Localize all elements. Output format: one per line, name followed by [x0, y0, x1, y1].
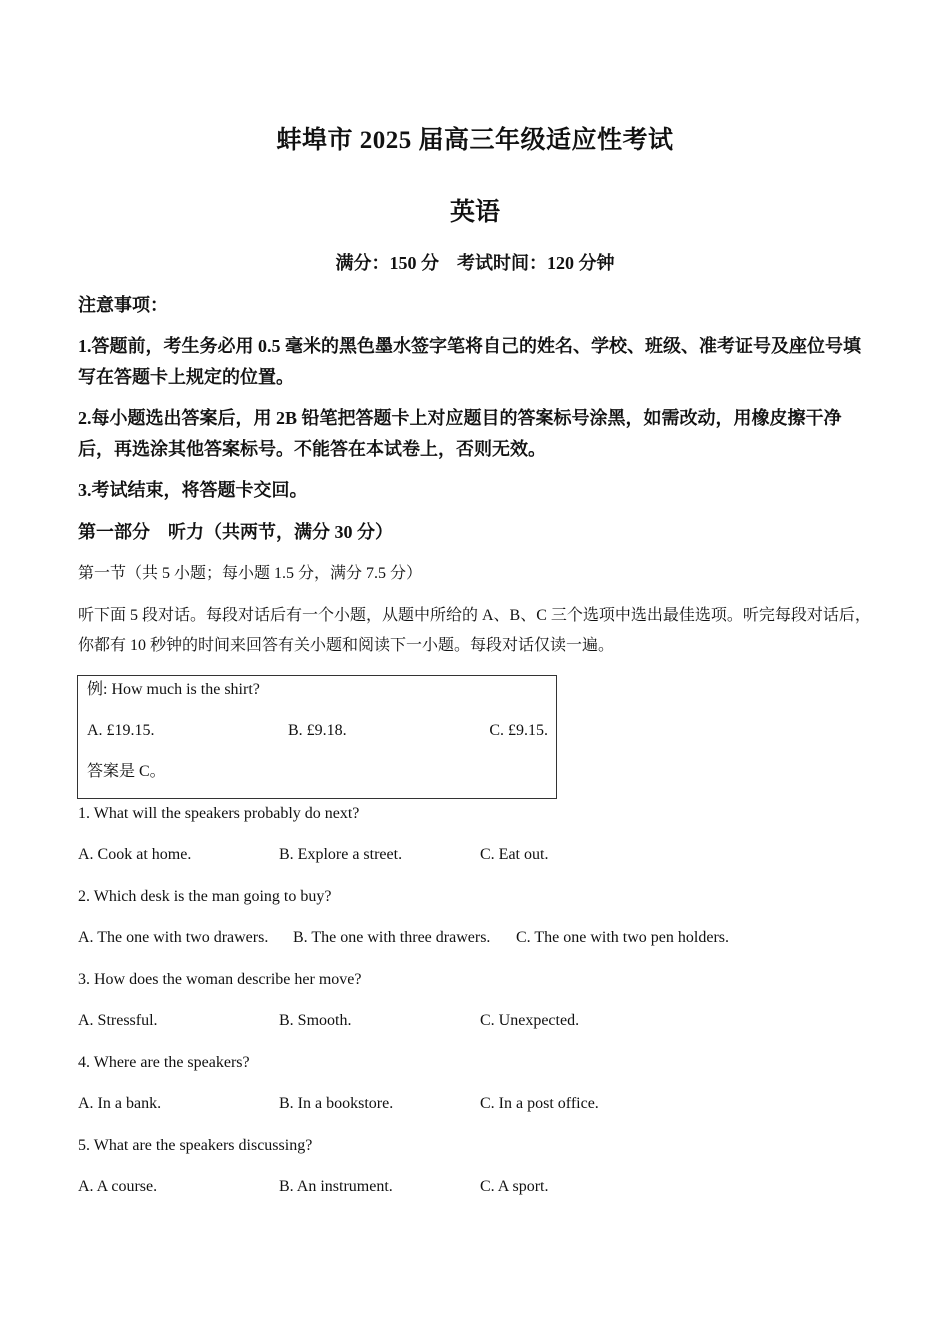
question-2-option-a: A. The one with two drawers. [78, 929, 269, 946]
subject-title: 英语 [449, 199, 500, 226]
example-option-b: B. £9.18. [288, 722, 347, 739]
example-answer: 答案是 C。 [87, 763, 166, 780]
question-1-option-c: C. Eat out. [480, 846, 549, 863]
question-3-option-b: B. Smooth. [279, 1012, 352, 1029]
example-option-a: A. £19.15. [87, 722, 155, 739]
listening-instructions: 听下面 5 段对话。每段对话后有一个小题，从题中所给的 A、B、C 三个选项中选出最佳选项。听完每段对话后，你都有 10 秒钟的时间来回答有关小题和阅读下一小题。每段对话仅读一遍。 [78, 607, 871, 654]
part1-heading: 第一部分 听力（共两节，满分 30 分） [78, 522, 393, 542]
example-question: 例: How much is the shirt? [87, 681, 260, 698]
notice-item-2: 2.每小题选出答案后，用 2B 铅笔把答题卡上对应题目的答案标号涂黑，如需改动，用橡皮擦干净后，再选涂其他答案标号。不能答在本试卷上，否则无效。 [78, 408, 842, 459]
notice-item-3: 3.考试结束，将答题卡交回。 [78, 480, 308, 500]
question-3: 3. How does the woman describe her move? [78, 971, 362, 988]
question-3-option-a: A. Stressful. [78, 1012, 158, 1029]
question-5-option-a: A. A course. [78, 1178, 158, 1195]
question-2: 2. Which desk is the man going to buy? [78, 888, 332, 905]
question-2-option-b: B. The one with three drawers. [293, 929, 491, 946]
example-box [77, 675, 557, 799]
question-5: 5. What are the speakers discussing? [78, 1137, 313, 1154]
question-1: 1. What will the speakers probably do next? [78, 805, 360, 822]
section1-heading: 第一节（共 5 小题；每小题 1.5 分，满分 7.5 分） [78, 565, 423, 582]
question-1-option-a: A. Cook at home. [78, 846, 192, 863]
question-5-option-c: C. A sport. [480, 1178, 549, 1195]
question-3-option-c: C. Unexpected. [480, 1012, 580, 1029]
example-option-c: C. £9.15. [489, 722, 548, 739]
exam-time-label: 考试时间：120 分钟 [457, 253, 615, 273]
notice-heading: 注意事项： [78, 295, 168, 315]
question-1-option-b: B. Explore a street. [279, 846, 403, 863]
question-5-option-b: B. An instrument. [279, 1178, 393, 1195]
score-time-line [0, 249, 950, 275]
question-4-option-b: B. In a bookstore. [279, 1095, 394, 1112]
question-4: 4. Where are the speakers? [78, 1054, 250, 1071]
notice-item-1: 1.答题前，考生务必用 0.5 毫米的黑色墨水签字笔将自己的姓名、学校、班级、准考证号及座位号填写在答题卡上规定的位置。 [78, 336, 861, 387]
full-score-label: 满分：150 分 [335, 253, 439, 273]
question-4-option-c: C. In a post office. [480, 1095, 599, 1112]
question-2-option-c: C. The one with two pen holders. [516, 929, 730, 946]
exam-title: 蚌埠市 2025 届高三年级适应性考试 [276, 127, 674, 154]
question-4-option-a: A. In a bank. [78, 1095, 162, 1112]
